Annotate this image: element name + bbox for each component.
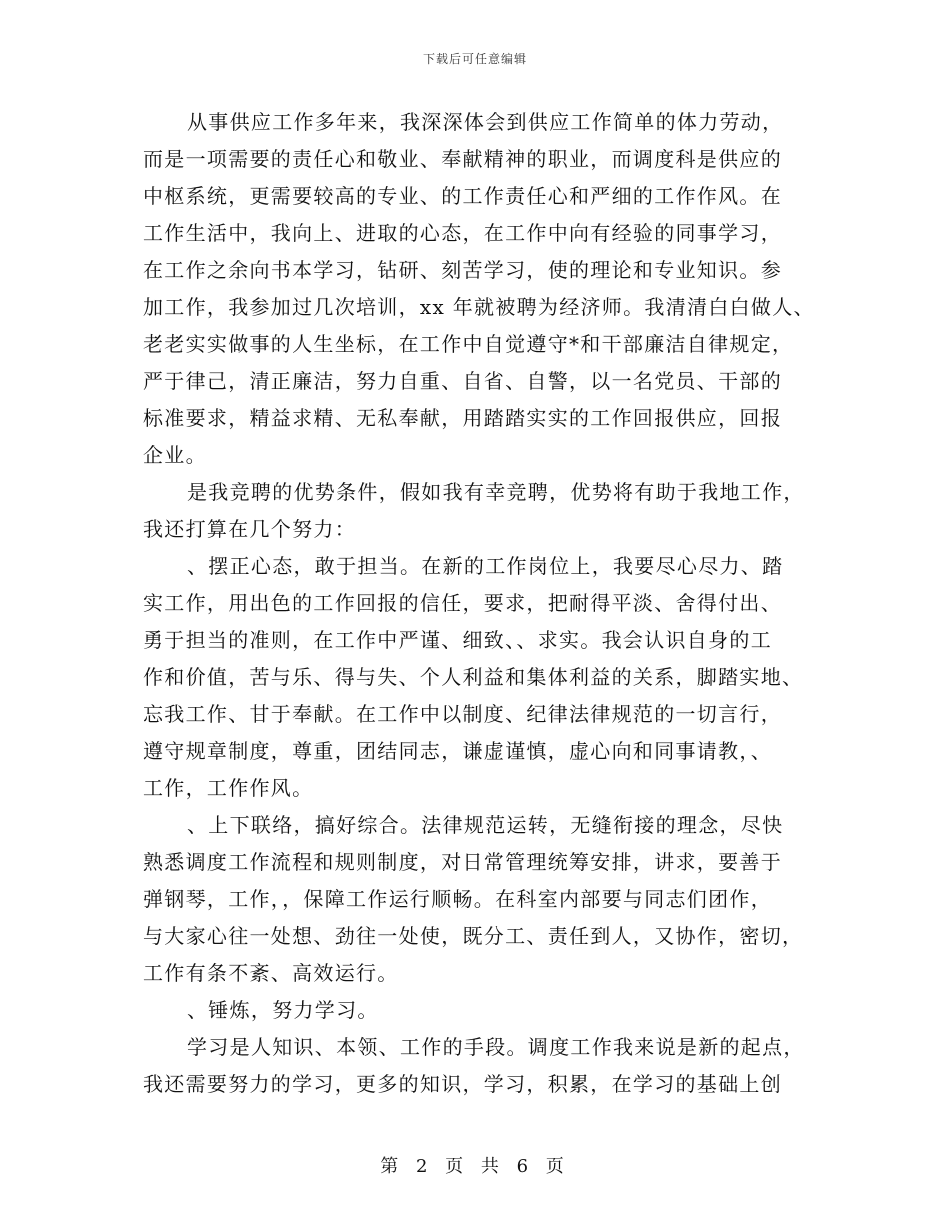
text-line: 熟悉调度工作流程和规则制度，对日常管理统筹安排，讲求，要善于: [143, 850, 782, 874]
text-line: 、锤炼，努力学习。: [187, 998, 379, 1022]
text-line: 工作有条不紊、高效运行。: [143, 961, 399, 985]
text-line: 企业。: [143, 443, 207, 467]
text-line: 学习是人知识、本领、工作的手段。调度工作我来说是新的起点，: [187, 1035, 805, 1059]
text-line: 弹钢琴，工作，，保障工作运行顺畅。在科室内部要与同志们团作，: [143, 887, 772, 911]
text-line: 忘我工作、甘于奉献。在工作中以制度、纪律法律规范的一切言行，: [143, 702, 782, 726]
text-line: 工作，工作作风。: [143, 776, 314, 800]
text-line: 是我竞聘的优势条件，假如我有幸竞聘，优势将有助于我地工作，: [187, 480, 805, 504]
text-line: 作和价值，苦与乐、得与失、个人利益和集体利益的关系，脚踏实地、: [143, 665, 804, 689]
text-line: 、摆正心态，敢于担当。在新的工作岗位上，我要尽心尽力、踏: [187, 554, 784, 578]
text-line: 而是一项需要的责任心和敬业、奉献精神的职业，而调度科是供应的: [143, 147, 782, 171]
text-line: 实工作，用出色的工作回报的信任，要求，把耐得平淡、舍得付出、: [143, 591, 782, 615]
text-line: 加工作，我参加过几次培训，xx 年就被聘为经济师。我清清白白做人、: [143, 295, 815, 319]
document-body: [143, 104, 823, 1103]
text-line: 在工作之余向书本学习，钻研、刻苦学习，使的理论和专业知识。参: [143, 258, 782, 282]
text-line: 与大家心往一处想、劲往一处使，既分工、责任到人，又协作，密切，: [143, 924, 804, 948]
text-line: 标准要求，精益求精、无私奉献，用踏踏实实的工作回报供应，回报: [143, 406, 782, 430]
page-header: 下载后可任意编辑: [422, 52, 527, 66]
text-line: 从事供应工作多年来，我深深体会到供应工作简单的体力劳动，: [187, 110, 784, 134]
text-line: 、上下联络，搞好综合。法律规范运转，无缝衔接的理念，尽快: [187, 813, 784, 837]
text-line: 我还需要努力的学习，更多的知识，学习，积累，在学习的基础上创: [143, 1072, 782, 1096]
text-line: 遵守规章制度，尊重，团结同志，谦虚谨慎，虚心向和同事请教，、: [143, 739, 772, 763]
page-number-footer: 第 2 页 共 6 页: [380, 1156, 570, 1177]
text-line: 我还打算在几个努力：: [143, 517, 356, 541]
text-line: 严于律己，清正廉洁，努力自重、自省、自警，以一名党员、干部的: [143, 369, 782, 393]
text-line: 老老实实做事的人生坐标，在工作中自觉遵守*和干部廉洁自律规定，: [143, 332, 794, 356]
text-line: 勇于担当的准则，在工作中严谨、细致、、求实。我会认识自身的工: [143, 628, 772, 652]
text-line: 工作生活中，我向上、进取的心态，在工作中向有经验的同事学习，: [143, 221, 782, 245]
text-line: 中枢系统，更需要较高的专业、的工作责任心和严细的工作作风。在: [143, 184, 782, 208]
